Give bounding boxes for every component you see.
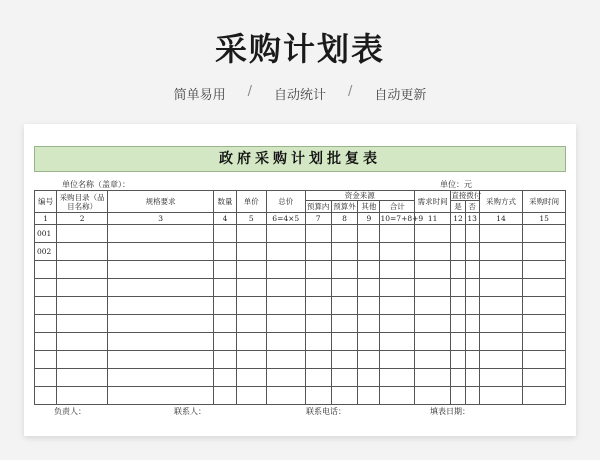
table-cell[interactable] <box>380 243 414 261</box>
row-code-cell[interactable] <box>35 279 57 297</box>
header-no-pay: 否 <box>465 201 479 213</box>
table-cell[interactable] <box>236 261 266 279</box>
table-cell[interactable] <box>236 315 266 333</box>
table-cell[interactable] <box>479 351 523 369</box>
table-cell[interactable] <box>57 225 108 243</box>
header-purchase-time: 采购时间 <box>523 191 566 213</box>
table-cell[interactable] <box>57 297 108 315</box>
row-code-cell[interactable]: 001 <box>35 225 57 243</box>
table-cell[interactable] <box>331 261 357 279</box>
table-cell[interactable] <box>305 333 331 351</box>
table-cell[interactable] <box>380 333 414 351</box>
table-cell[interactable] <box>358 351 380 369</box>
table-cell[interactable] <box>107 351 213 369</box>
column-number: 10=7+8+9 <box>380 214 424 223</box>
header-spec: 规格要求 <box>107 191 213 213</box>
feature-item: 自动更新 <box>374 88 427 103</box>
feature-list <box>0 84 600 103</box>
header-total: 总价 <box>267 191 306 213</box>
table-cell[interactable] <box>414 387 450 405</box>
table-cell[interactable] <box>214 333 236 351</box>
table-cell[interactable] <box>414 279 450 297</box>
table-cell[interactable] <box>380 297 414 315</box>
table-cell[interactable] <box>107 279 213 297</box>
table-cell[interactable] <box>236 351 266 369</box>
table-cell[interactable] <box>523 369 566 387</box>
table-cell[interactable] <box>523 225 566 243</box>
table-cell[interactable] <box>331 225 357 243</box>
column-number: 7 <box>305 213 331 225</box>
table-cell[interactable] <box>214 369 236 387</box>
table-cell[interactable] <box>479 261 523 279</box>
table-cell[interactable] <box>523 297 566 315</box>
table-row <box>35 369 566 387</box>
header-fund-source: 资金来源 <box>305 191 414 201</box>
table-cell[interactable] <box>380 387 414 405</box>
row-code-cell[interactable] <box>35 261 57 279</box>
table-cell[interactable] <box>214 297 236 315</box>
table-cell[interactable] <box>305 225 331 243</box>
column-number: 13 <box>465 213 479 225</box>
table-cell[interactable] <box>358 261 380 279</box>
column-number: 6=4×5 <box>267 213 306 225</box>
table-cell[interactable] <box>523 279 566 297</box>
table-cell[interactable] <box>451 297 465 315</box>
phone-label: 联系电话： <box>306 407 346 416</box>
table-cell[interactable] <box>451 369 465 387</box>
table-cell[interactable] <box>414 369 450 387</box>
owner-label: 负责人： <box>54 407 86 416</box>
table-cell[interactable] <box>305 315 331 333</box>
table-body <box>35 225 566 405</box>
table-cell[interactable] <box>451 351 465 369</box>
table-cell[interactable] <box>358 369 380 387</box>
table-cell[interactable] <box>57 369 108 387</box>
table-cell[interactable] <box>267 279 306 297</box>
table-cell[interactable] <box>331 369 357 387</box>
header-budget-in: 预算内 <box>306 202 330 211</box>
table-cell[interactable] <box>214 225 236 243</box>
row-code-cell[interactable] <box>35 351 57 369</box>
table-cell[interactable] <box>479 333 523 351</box>
column-number-row <box>35 213 566 225</box>
header-catalog: 采购目录（品目名称） <box>57 191 108 213</box>
page-title: 采购计划表 <box>214 30 385 68</box>
header-yes: 是 <box>451 201 465 213</box>
table-row <box>35 333 566 351</box>
table-cell[interactable] <box>451 387 465 405</box>
table-cell[interactable] <box>57 243 108 261</box>
table-cell[interactable] <box>358 279 380 297</box>
table-cell[interactable] <box>479 315 523 333</box>
feature-item: 简单易用 <box>173 88 226 103</box>
feature-item: 自动统计 <box>273 88 326 103</box>
column-number: 11 <box>414 213 450 225</box>
table-cell[interactable] <box>236 369 266 387</box>
table-cell[interactable] <box>465 351 479 369</box>
table-cell[interactable] <box>107 261 213 279</box>
table-cell[interactable] <box>57 351 108 369</box>
table-cell[interactable] <box>57 333 108 351</box>
column-number: 1 <box>35 213 57 225</box>
column-number: 14 <box>479 213 523 225</box>
table-cell[interactable] <box>451 243 465 261</box>
column-number: 8 <box>331 213 357 225</box>
table-cell[interactable] <box>331 315 357 333</box>
table-cell[interactable] <box>465 333 479 351</box>
table-cell[interactable] <box>523 387 566 405</box>
table-cell[interactable] <box>465 243 479 261</box>
table-cell[interactable] <box>451 279 465 297</box>
header-need-time: 需求时间 <box>414 191 450 213</box>
table-row <box>35 243 566 261</box>
form-title: 政府采购计划批复表 <box>34 146 566 172</box>
table-cell[interactable] <box>479 243 523 261</box>
column-number: 2 <box>57 213 108 225</box>
table-cell[interactable] <box>267 351 306 369</box>
unit-name-label: 单位名称（盖章）： <box>62 180 130 189</box>
table-cell[interactable] <box>305 387 331 405</box>
table-cell[interactable] <box>236 243 266 261</box>
table-cell[interactable] <box>305 297 331 315</box>
table-cell[interactable] <box>465 315 479 333</box>
table-cell[interactable] <box>414 261 450 279</box>
table-cell[interactable] <box>465 369 479 387</box>
table-cell[interactable] <box>107 387 213 405</box>
table-cell[interactable] <box>479 297 523 315</box>
table-cell[interactable] <box>305 243 331 261</box>
currency-unit-label: 单位：元 <box>440 180 472 189</box>
table-cell[interactable] <box>358 315 380 333</box>
row-code-cell[interactable] <box>35 333 57 351</box>
table-cell[interactable] <box>236 387 266 405</box>
table-cell[interactable] <box>380 315 414 333</box>
table-cell[interactable] <box>451 315 465 333</box>
table-cell[interactable] <box>236 225 266 243</box>
header-budget-out: 预算外 <box>333 202 356 211</box>
table-row <box>35 387 566 405</box>
table-cell[interactable] <box>414 297 450 315</box>
table-cell[interactable] <box>414 243 450 261</box>
table-cell[interactable] <box>214 351 236 369</box>
table-cell[interactable] <box>57 387 108 405</box>
table-cell[interactable] <box>107 297 213 315</box>
table-row <box>35 297 566 315</box>
table-cell[interactable] <box>214 279 236 297</box>
table-cell[interactable] <box>451 333 465 351</box>
row-code-cell[interactable] <box>35 297 57 315</box>
table-cell[interactable] <box>414 315 450 333</box>
table-cell[interactable] <box>107 369 213 387</box>
table-cell[interactable] <box>267 387 306 405</box>
table-cell[interactable] <box>236 279 266 297</box>
row-code-cell[interactable] <box>35 387 57 405</box>
header-sum: 合计 <box>380 201 414 213</box>
table-cell[interactable] <box>479 387 523 405</box>
table-row <box>35 261 566 279</box>
column-number: 9 <box>358 213 380 225</box>
table-cell[interactable] <box>380 225 414 243</box>
table-cell[interactable] <box>305 279 331 297</box>
table-cell[interactable] <box>465 387 479 405</box>
table-cell[interactable] <box>414 333 450 351</box>
table-cell[interactable] <box>358 333 380 351</box>
table-cell[interactable] <box>107 243 213 261</box>
header-qty: 数量 <box>214 191 236 213</box>
table-cell[interactable] <box>331 351 357 369</box>
table-cell[interactable] <box>236 297 266 315</box>
table-cell[interactable] <box>267 333 306 351</box>
header-direct-pay: 直接拨付 <box>451 191 482 200</box>
table-cell[interactable] <box>358 387 380 405</box>
table-row <box>35 351 566 369</box>
table-cell[interactable] <box>214 387 236 405</box>
table-cell[interactable] <box>465 279 479 297</box>
table-cell[interactable] <box>214 243 236 261</box>
header <box>0 0 600 122</box>
contact-label: 联系人： <box>174 407 206 416</box>
form-footer <box>34 406 566 418</box>
column-number: 12 <box>451 213 465 225</box>
header-no: 编号 <box>35 191 57 213</box>
row-code-cell[interactable]: 002 <box>35 243 57 261</box>
column-number: 5 <box>236 213 266 225</box>
table-cell[interactable] <box>236 333 266 351</box>
table-cell[interactable] <box>57 279 108 297</box>
table-cell[interactable] <box>465 225 479 243</box>
table-cell[interactable] <box>380 261 414 279</box>
table-cell[interactable] <box>479 369 523 387</box>
table-cell[interactable] <box>57 315 108 333</box>
table-cell[interactable] <box>214 261 236 279</box>
table-cell[interactable] <box>358 297 380 315</box>
table-row <box>35 225 566 243</box>
table-cell[interactable] <box>305 261 331 279</box>
table-cell[interactable] <box>451 225 465 243</box>
feature-separator: / <box>247 84 252 99</box>
table-cell[interactable] <box>305 369 331 387</box>
row-code-cell[interactable] <box>35 369 57 387</box>
table-cell[interactable] <box>523 243 566 261</box>
table-cell[interactable] <box>414 351 450 369</box>
column-number: 3 <box>107 213 213 225</box>
table-cell[interactable] <box>465 261 479 279</box>
table-cell[interactable] <box>380 351 414 369</box>
column-number: 4 <box>214 213 236 225</box>
table-cell[interactable] <box>267 369 306 387</box>
table-cell[interactable] <box>331 279 357 297</box>
table-cell[interactable] <box>331 243 357 261</box>
feature-separator: / <box>348 84 353 99</box>
header-price: 单价 <box>236 191 266 213</box>
table-cell[interactable] <box>380 369 414 387</box>
table-cell[interactable] <box>331 297 357 315</box>
table-cell[interactable] <box>479 225 523 243</box>
table-cell[interactable] <box>107 225 213 243</box>
table-cell[interactable] <box>479 279 523 297</box>
table-cell[interactable] <box>267 261 306 279</box>
table-cell[interactable] <box>451 261 465 279</box>
spreadsheet-preview <box>24 124 576 436</box>
table-cell[interactable] <box>414 225 450 243</box>
column-number: 15 <box>523 213 566 225</box>
table-cell[interactable] <box>523 315 566 333</box>
table-cell[interactable] <box>523 261 566 279</box>
table-row <box>35 315 566 333</box>
table-cell[interactable] <box>523 351 566 369</box>
table-cell[interactable] <box>267 243 306 261</box>
fill-date-label: 填表日期： <box>430 407 470 416</box>
table-cell[interactable] <box>358 225 380 243</box>
procurement-table <box>34 190 566 405</box>
table-cell[interactable] <box>107 315 213 333</box>
table-cell[interactable] <box>523 333 566 351</box>
table-cell[interactable] <box>107 333 213 351</box>
table-cell[interactable] <box>214 315 236 333</box>
table-cell[interactable] <box>380 279 414 297</box>
table-cell[interactable] <box>331 387 357 405</box>
table-cell[interactable] <box>305 351 331 369</box>
header-other: 其他 <box>358 201 380 213</box>
header-method: 采购方式 <box>479 191 523 213</box>
table-cell[interactable] <box>465 297 479 315</box>
table-cell[interactable] <box>57 261 108 279</box>
table-cell[interactable] <box>267 225 306 243</box>
table-row <box>35 279 566 297</box>
table-cell[interactable] <box>267 315 306 333</box>
table-cell[interactable] <box>358 243 380 261</box>
table-cell[interactable] <box>331 333 357 351</box>
table-cell[interactable] <box>267 297 306 315</box>
row-code-cell[interactable] <box>35 315 57 333</box>
